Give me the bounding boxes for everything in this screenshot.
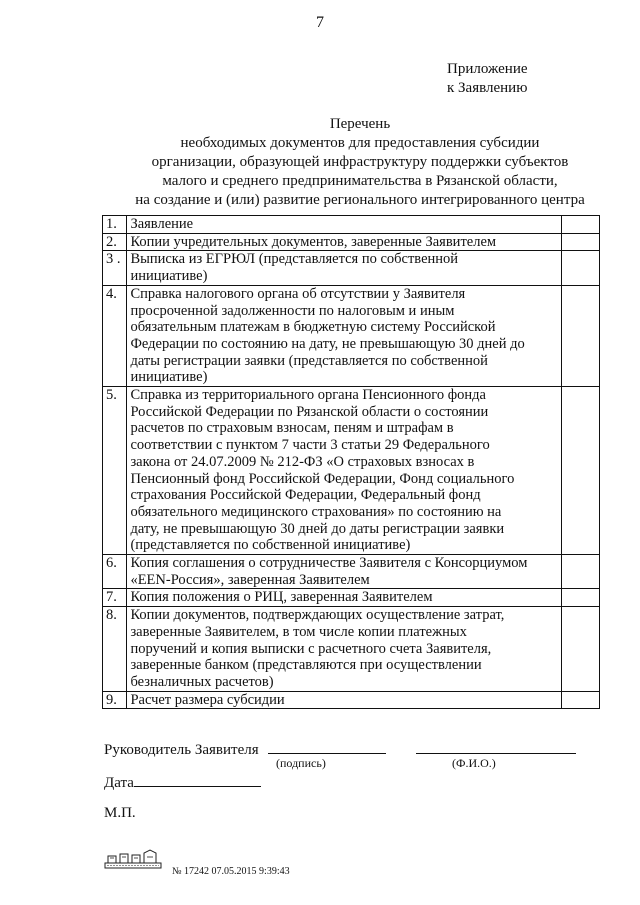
document-registration-stamp: № 17242 07.05.2015 9:39:43 [172,866,290,877]
document-mark-cell [562,691,600,709]
document-mark-cell [562,387,600,555]
date-label: Дата [104,775,134,791]
document-description [127,387,562,555]
document-number: 2. [103,233,127,251]
document-description-line: обязательным платежам в бюджетную систему Российской [130,319,496,336]
document-row [103,285,600,386]
document-mark-cell [562,216,600,234]
document-number: 4. [103,285,127,386]
heading-line-4: на создание и (или) развитие регионального интегрированного центра [135,192,585,208]
head-signature-row [104,739,576,759]
date-row [104,772,261,792]
document-row [103,555,600,589]
signature-line [268,739,386,754]
document-description-line: Копии учредительных документов, заверенные Заявителем [130,233,497,250]
document-description-line: Справка налогового органа об отсутствии у Заявителя [130,285,466,302]
document-mark-cell [562,607,600,692]
appendix-label [447,60,528,98]
registry-stamp-icon [104,848,162,875]
document-number: 6. [103,555,127,589]
document-row [103,251,600,285]
page-number: 7 [316,14,324,31]
name-line [416,739,576,754]
document-description-line: расчетов по страховым взносам, пеням и штрафам в [130,420,454,437]
document-number: 7. [103,589,127,607]
document-description-line: закона от 24.07.2009 № 212-ФЗ «О страховых взносах в [130,453,475,470]
document-mark-cell [562,233,600,251]
document-description-line: Справка из территориального органа Пенсионного фонда [130,387,486,404]
document-row [103,216,600,234]
document-description-line: инициативе) [130,369,208,386]
head-label: Руководитель Заявителя [104,742,259,758]
document-heading [110,115,610,210]
document-description-line: дату, не превышающую 30 дней до даты регистрации заявки [130,520,505,537]
document-description-line: поручений и копия выписки с расчетного счета Заявителя, [130,640,492,657]
document-row [103,589,600,607]
documents-table [102,215,600,709]
document-description-line: заверенные Заявителем, в том числе копии платежных [130,623,467,640]
document-description-line: заверенные банком (представляются при осуществлении [130,657,482,674]
document-number: 1. [103,216,127,234]
document-description-line: безналичных расчетов) [130,673,274,690]
signature-caption: (подпись) [276,756,326,770]
document-row [103,387,600,555]
document-description-line: Российской Федерации по Рязанской области о состоянии [130,403,489,420]
document-description [127,216,562,234]
seal-label: М.П. [104,805,136,821]
document-description [127,589,562,607]
document-description-line: соответствии с пунктом 7 части 3 статьи 29 Федерального [130,437,490,454]
heading-line-2: организации, образующей инфраструктуру поддержки субъектов [151,154,569,170]
document-description [127,251,562,285]
document-description-line: Федерации по состоянию на дату, не превышающую 30 дней до [130,335,525,352]
document-description-line: Выписка из ЕГРЮЛ (представляется по собственной [130,251,459,268]
document-description-line: Расчет размера субсидии [130,691,285,708]
document-row [103,691,600,709]
document-number: 5. [103,387,127,555]
document-number: 8. [103,607,127,692]
document-description-line: Заявление [130,216,194,232]
document-description-line: инициативе) [130,268,208,285]
document-description-line: Копии документов, подтверждающих осуществление затрат, [130,607,505,624]
document-description [127,691,562,709]
document-row [103,233,600,251]
document-mark-cell [562,251,600,285]
document-mark-cell [562,555,600,589]
name-caption: (Ф.И.О.) [452,756,496,770]
heading-line-1: необходимых документов для предоставления субсидии [180,135,540,151]
document-mark-cell [562,589,600,607]
document-description-line: обязательного медицинского страхования» по состоянию на [130,503,502,520]
document-description [127,555,562,589]
documents-table-body [103,216,600,709]
document-description [127,285,562,386]
appendix-line-2: к Заявлению [447,80,528,96]
document-description-line: (представляется по собственной инициативе) [130,537,411,554]
document-description-line: «EEN-Россия», заверенная Заявителем [130,571,370,588]
document-description-line: Пенсионный фонд Российской Федерации, Фонд социального [130,470,515,487]
document-description-line: просроченной задолженности по налоговым и иным [130,302,455,319]
document-mark-cell [562,285,600,386]
appendix-line-1: Приложение [447,61,528,77]
document-description-line: Копия положения о РИЦ, заверенная Заявителем [130,589,433,606]
document-description [127,607,562,692]
heading-title: Перечень [329,116,391,132]
document-row [103,607,600,692]
document-description-line: страхования Российской Федерации, Федеральный фонд [130,487,481,504]
document-number: 3 . [103,251,127,285]
document-number: 9. [103,691,127,709]
date-line [134,772,261,787]
heading-line-3: малого и среднего предпринимательства в Рязанской области, [162,173,558,189]
document-description [127,233,562,251]
document-description-line: даты регистрации заявки (представляется по собственной [130,352,488,369]
document-description-line: Копия соглашения о сотрудничестве Заявителя с Консорциумом [130,555,528,572]
